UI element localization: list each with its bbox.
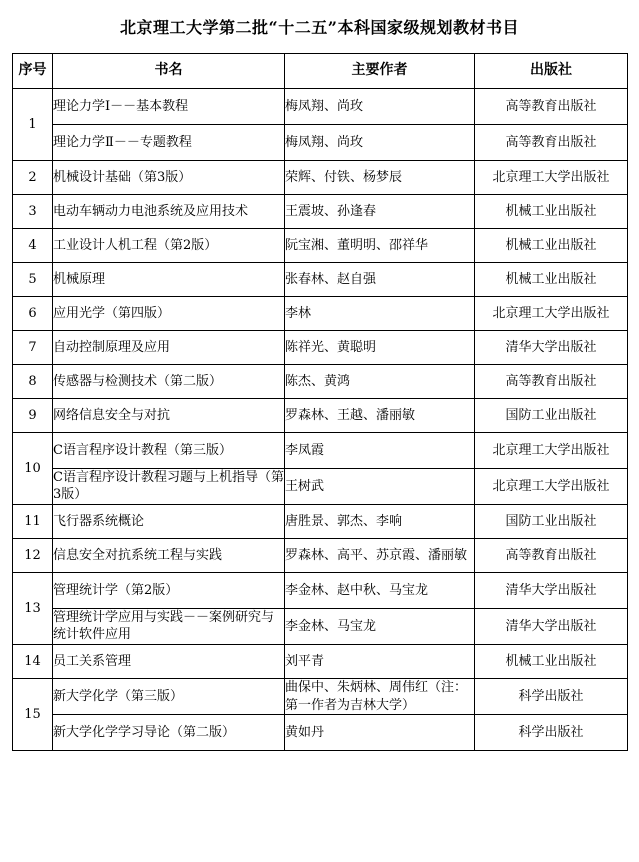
table-row bbox=[13, 432, 628, 468]
table-row bbox=[13, 160, 628, 194]
cell-book-name: C语言程序设计教程习题与上机指导（第3版） bbox=[53, 468, 285, 504]
cell-serial-number: 7 bbox=[13, 330, 53, 364]
cell-serial-number: 11 bbox=[13, 504, 53, 538]
table-row bbox=[13, 296, 628, 330]
cell-publisher: 高等教育出版社 bbox=[475, 124, 628, 160]
cell-publisher: 机械工业出版社 bbox=[475, 262, 628, 296]
table-row bbox=[13, 398, 628, 432]
cell-book-name: 电动车辆动力电池系统及应用技术 bbox=[53, 194, 285, 228]
cell-book-name: 新大学化学（第三版） bbox=[53, 678, 285, 714]
table-row bbox=[13, 330, 628, 364]
column-header-publisher: 出版社 bbox=[475, 53, 628, 88]
cell-publisher: 机械工业出版社 bbox=[475, 228, 628, 262]
cell-publisher: 高等教育出版社 bbox=[475, 88, 628, 124]
cell-book-name: 理论力学Ⅰ－－基本教程 bbox=[53, 88, 285, 124]
cell-book-name: 传感器与检测技术（第二版） bbox=[53, 364, 285, 398]
cell-book-name: C语言程序设计教程（第三版） bbox=[53, 432, 285, 468]
cell-publisher: 科学出版社 bbox=[475, 678, 628, 714]
cell-publisher: 清华大学出版社 bbox=[475, 608, 628, 644]
cell-book-name: 理论力学Ⅱ－－专题教程 bbox=[53, 124, 285, 160]
table-row bbox=[13, 262, 628, 296]
table-row bbox=[13, 124, 628, 160]
cell-publisher: 北京理工大学出版社 bbox=[475, 468, 628, 504]
cell-book-name: 机械原理 bbox=[53, 262, 285, 296]
table-row bbox=[13, 538, 628, 572]
table-header bbox=[13, 53, 628, 88]
cell-serial-number: 3 bbox=[13, 194, 53, 228]
cell-author: 梅凤翔、尚玫 bbox=[285, 124, 475, 160]
table-row bbox=[13, 678, 628, 714]
cell-serial-number: 6 bbox=[13, 296, 53, 330]
cell-book-name: 网络信息安全与对抗 bbox=[53, 398, 285, 432]
cell-publisher: 清华大学出版社 bbox=[475, 330, 628, 364]
cell-author: 王震坡、孙逢春 bbox=[285, 194, 475, 228]
cell-serial-number: 8 bbox=[13, 364, 53, 398]
cell-publisher: 国防工业出版社 bbox=[475, 504, 628, 538]
cell-serial-number: 5 bbox=[13, 262, 53, 296]
table-row bbox=[13, 364, 628, 398]
cell-book-name: 机械设计基础（第3版） bbox=[53, 160, 285, 194]
cell-serial-number: 14 bbox=[13, 644, 53, 678]
cell-serial-number: 2 bbox=[13, 160, 53, 194]
cell-serial-number: 1 bbox=[13, 88, 53, 160]
cell-publisher: 北京理工大学出版社 bbox=[475, 160, 628, 194]
cell-author: 唐胜景、郭杰、李响 bbox=[285, 504, 475, 538]
cell-author: 李金林、马宝龙 bbox=[285, 608, 475, 644]
table-body bbox=[13, 88, 628, 750]
cell-book-name: 信息安全对抗系统工程与实践 bbox=[53, 538, 285, 572]
cell-publisher: 科学出版社 bbox=[475, 715, 628, 751]
cell-serial-number: 13 bbox=[13, 572, 53, 644]
cell-book-name: 飞行器系统概论 bbox=[53, 504, 285, 538]
cell-serial-number: 9 bbox=[13, 398, 53, 432]
cell-author: 李金林、赵中秋、马宝龙 bbox=[285, 572, 475, 608]
cell-author: 黄如丹 bbox=[285, 715, 475, 751]
cell-author: 荣辉、付铁、杨梦辰 bbox=[285, 160, 475, 194]
table-row bbox=[13, 88, 628, 124]
cell-author: 李凤霞 bbox=[285, 432, 475, 468]
cell-author: 梅凤翔、尚玫 bbox=[285, 88, 475, 124]
cell-publisher: 北京理工大学出版社 bbox=[475, 432, 628, 468]
table-row bbox=[13, 572, 628, 608]
cell-serial-number: 15 bbox=[13, 678, 53, 750]
cell-book-name: 管理统计学（第2版） bbox=[53, 572, 285, 608]
cell-publisher: 机械工业出版社 bbox=[475, 194, 628, 228]
cell-publisher: 高等教育出版社 bbox=[475, 364, 628, 398]
page-title: 北京理工大学第二批“十二五”本科国家级规划教材书目 bbox=[120, 18, 519, 37]
table-row bbox=[13, 715, 628, 751]
cell-author: 李林 bbox=[285, 296, 475, 330]
cell-publisher: 清华大学出版社 bbox=[475, 572, 628, 608]
cell-author: 曲保中、朱炳林、周伟红（注：第一作者为吉林大学） bbox=[285, 678, 475, 714]
cell-book-name: 自动控制原理及应用 bbox=[53, 330, 285, 364]
column-header-book-name: 书名 bbox=[53, 53, 285, 88]
cell-author: 王树武 bbox=[285, 468, 475, 504]
cell-author: 张春林、赵自强 bbox=[285, 262, 475, 296]
column-header-author: 主要作者 bbox=[285, 53, 475, 88]
cell-serial-number: 4 bbox=[13, 228, 53, 262]
cell-book-name: 员工关系管理 bbox=[53, 644, 285, 678]
table-row bbox=[13, 194, 628, 228]
column-header-no: 序号 bbox=[13, 53, 53, 88]
cell-author: 罗森林、高平、苏京霞、潘丽敏 bbox=[285, 538, 475, 572]
cell-book-name: 管理统计学应用与实践－－案例研究与统计软件应用 bbox=[53, 608, 285, 644]
cell-publisher: 国防工业出版社 bbox=[475, 398, 628, 432]
cell-author: 刘平青 bbox=[285, 644, 475, 678]
cell-author: 陈祥光、黄聪明 bbox=[285, 330, 475, 364]
cell-book-name: 工业设计人机工程（第2版） bbox=[53, 228, 285, 262]
table-row bbox=[13, 468, 628, 504]
cell-serial-number: 12 bbox=[13, 538, 53, 572]
table-row bbox=[13, 228, 628, 262]
cell-author: 陈杰、黄鸿 bbox=[285, 364, 475, 398]
table-row bbox=[13, 504, 628, 538]
table-header-row bbox=[13, 53, 628, 88]
textbook-list-table bbox=[12, 53, 628, 751]
cell-publisher: 北京理工大学出版社 bbox=[475, 296, 628, 330]
cell-author: 罗森林、王越、潘丽敏 bbox=[285, 398, 475, 432]
cell-serial-number: 10 bbox=[13, 432, 53, 504]
table-row bbox=[13, 644, 628, 678]
cell-author: 阮宝湘、董明明、邵祥华 bbox=[285, 228, 475, 262]
cell-publisher: 机械工业出版社 bbox=[475, 644, 628, 678]
cell-book-name: 应用光学（第四版） bbox=[53, 296, 285, 330]
cell-book-name: 新大学化学学习导论（第二版） bbox=[53, 715, 285, 751]
cell-publisher: 高等教育出版社 bbox=[475, 538, 628, 572]
table-row bbox=[13, 608, 628, 644]
